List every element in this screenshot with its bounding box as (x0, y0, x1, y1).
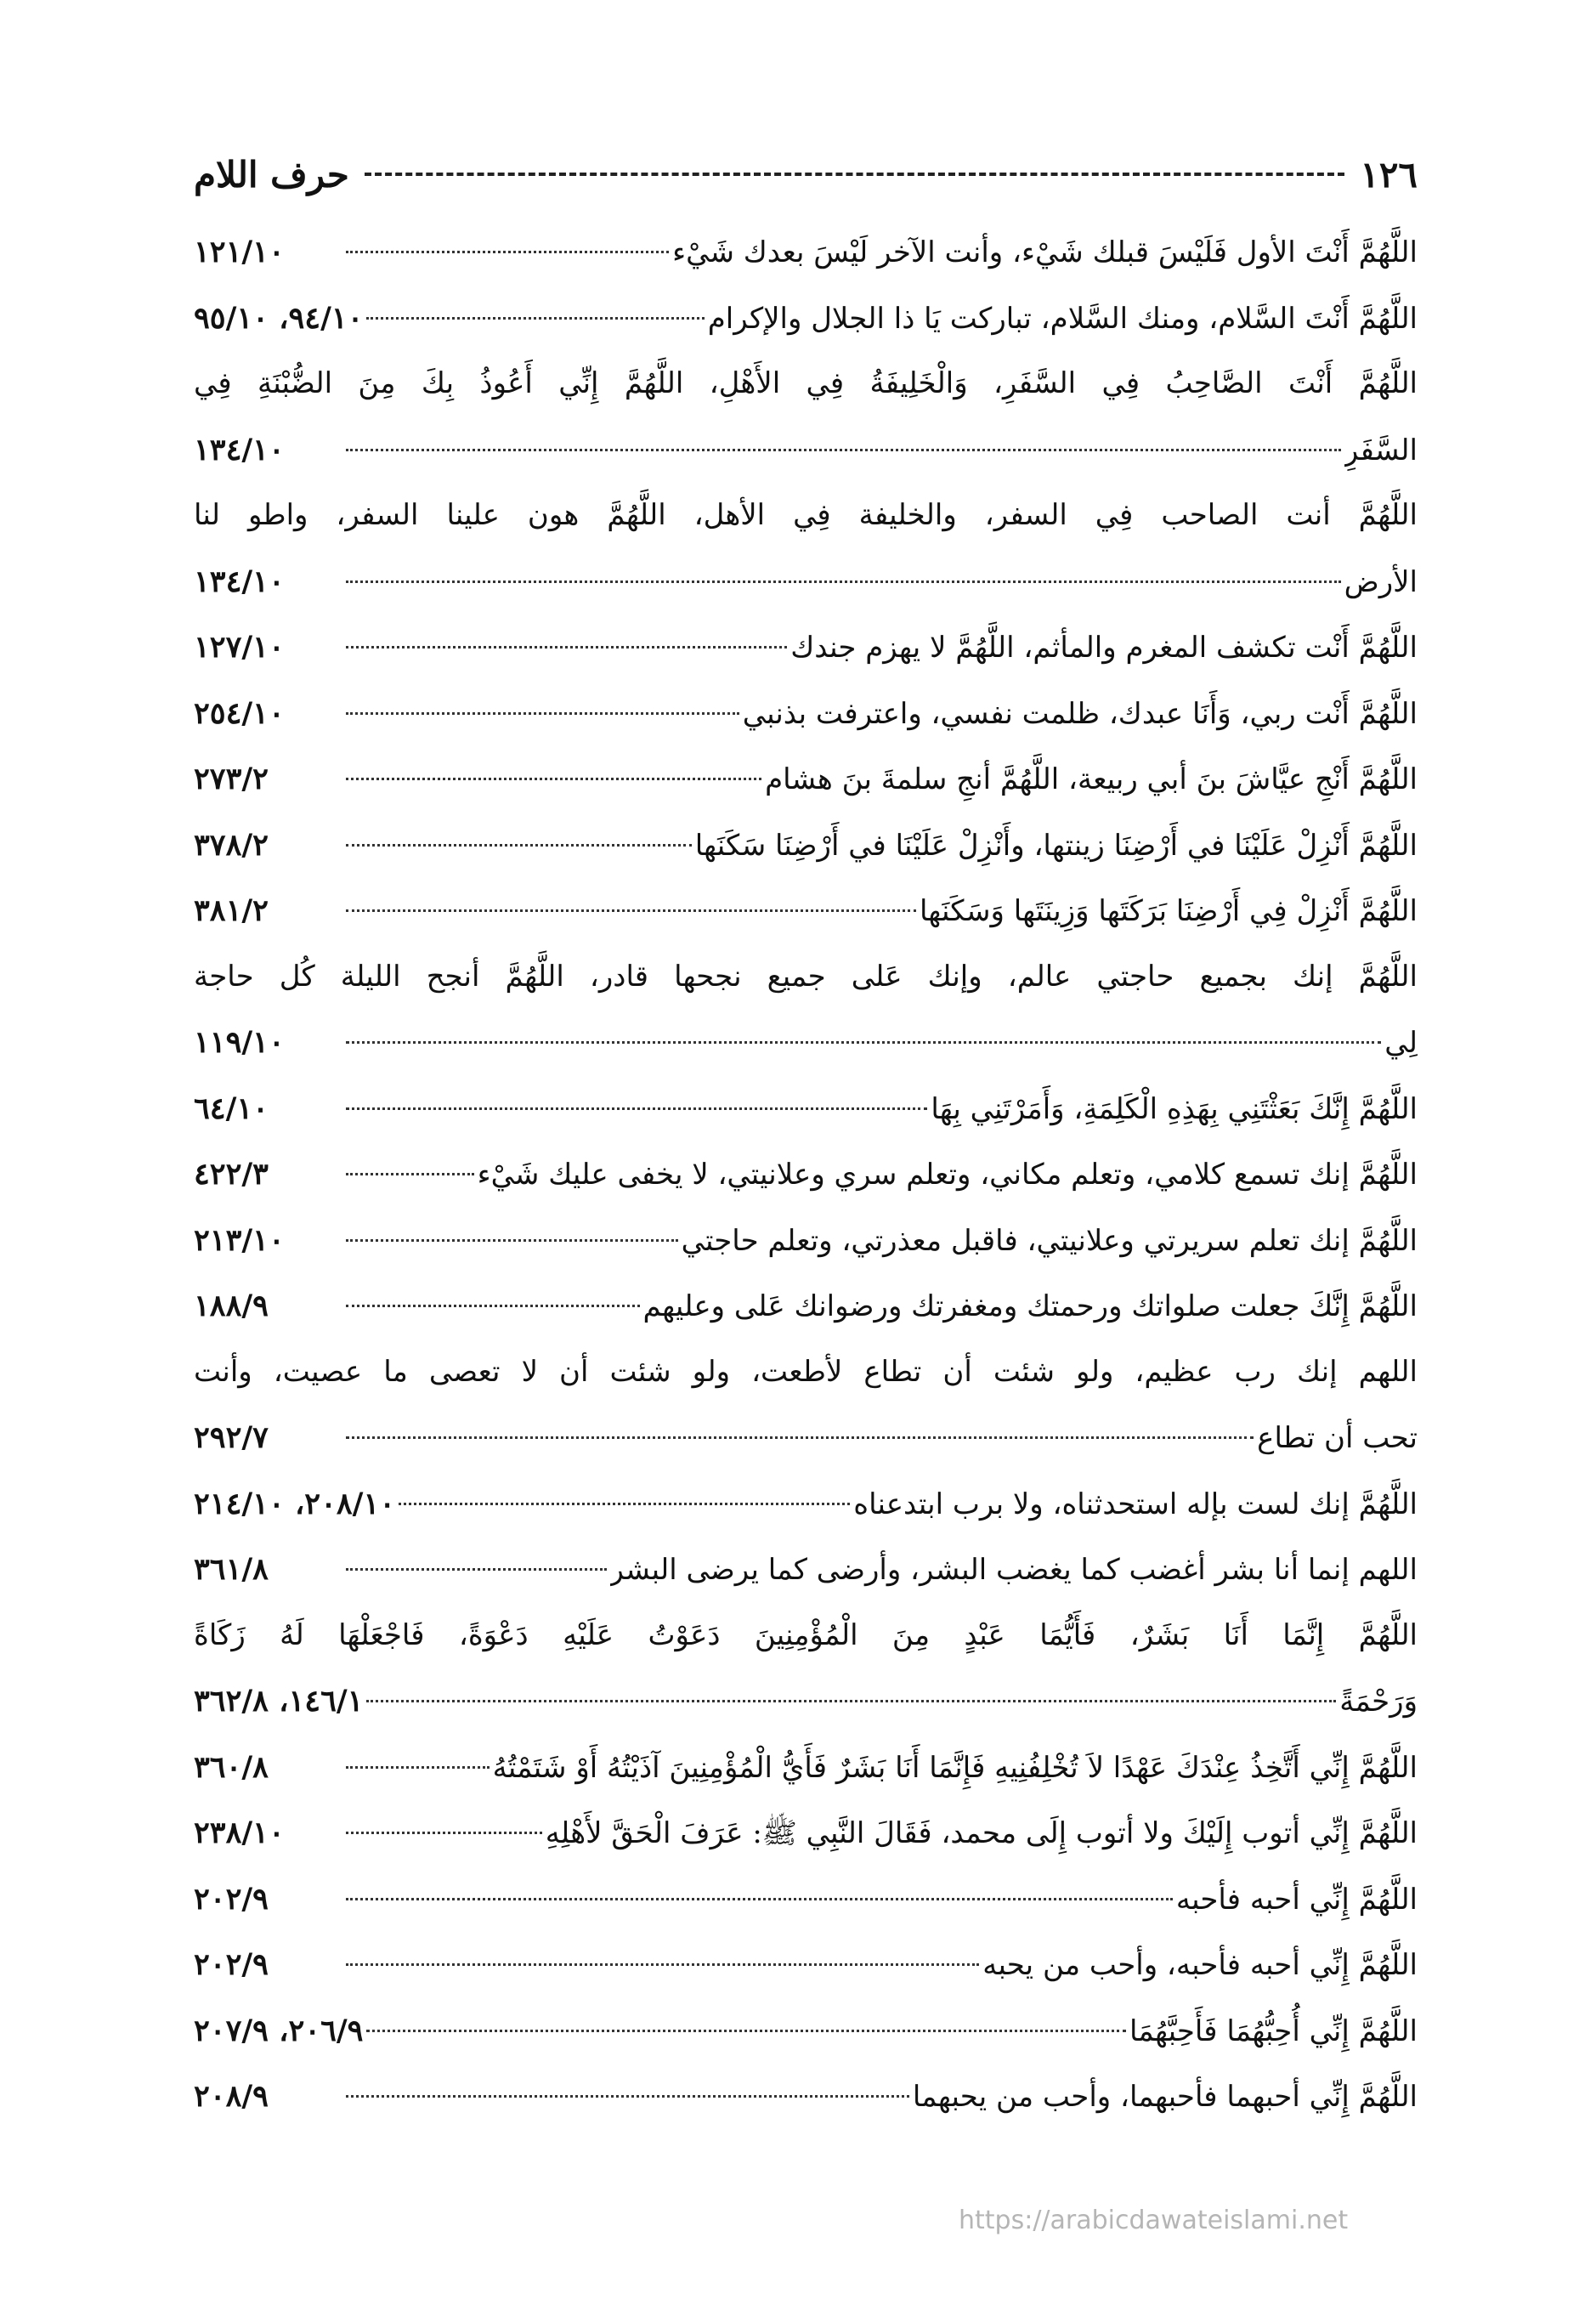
index-entry (194, 219, 1418, 286)
dotted-leader (346, 580, 1341, 583)
entry-text: وَرَحْمَةً (1339, 1685, 1418, 1719)
index-entry (194, 1339, 1418, 1406)
dotted-leader (346, 1173, 474, 1175)
entry-text: اللَّهُمَّ أَنْزِلْ فِي أَرْضِنَا بَرَكَتَها وَزِينَتَها وَسَكَنَها (919, 894, 1418, 928)
entry-reference: ٣٨١/٢ (194, 893, 269, 928)
entry-reference: ١٤٦/١، ٣٦٢/٨ (194, 1684, 364, 1719)
index-entry (194, 1076, 1418, 1142)
index-entry (194, 681, 1418, 747)
entry-reference: ١١٩/١٠ (194, 1025, 285, 1060)
index-entry (194, 351, 1418, 417)
dotted-leader (346, 646, 787, 648)
dotted-leader (346, 1305, 640, 1307)
entry-text: تحب أن تطاع (1257, 1421, 1418, 1455)
entry-text: اللَّهُمَّ أَنْجِ عيَّاشَ بنَ أبي ربيعة، اللَّهُمَّ أنجِ سلمةَ بنَ هشام (765, 762, 1418, 796)
index-entry (194, 1932, 1418, 1998)
dotted-leader (346, 1963, 979, 1966)
entry-reference: ٤٢٢/٣ (194, 1157, 269, 1192)
index-entry (194, 1735, 1418, 1801)
entry-text: اللَّهُمَّ أَنْتَ الأول فَلَيْسَ قبلك شَيْء، وأنت الآخر لَيْسَ بعدك شَيْء (672, 235, 1418, 269)
entry-text: اللَّهُمَّ أَنْت ربي، وَأَنَا عبدك، ظلمت نفسي، واعترفت بذنبي (742, 696, 1418, 731)
entry-text: اللَّهُمَّ إِنِّي أتوب إِلَيْكَ ولا أتوب إِلَى محمد، فَقَالَ النَّبِي ﷺ: عَرَفَ الْحَقَّ لأَهْلِهِ (545, 1816, 1418, 1850)
index-entries (194, 219, 1418, 2130)
entry-text: اللَّهُمَّ إِنِّي أحبهما فأحبهما، وأحب من يحبهما (912, 2080, 1418, 2114)
entry-text: اللَّهُمَّ إِنِّي أَتَّخِذُ عِنْدَكَ عَهْدًا لاَ تُخْلِفُنِيهِ فَإِنَّمَا أَنَا بَشَرٌ فَأَيُّ الْمُؤْمِنِينَ آذَيْتُهُ أَوْ شَتَمْتُهُ (492, 1750, 1418, 1785)
entry-reference: ٢٧٣/٢ (194, 762, 269, 796)
index-entry (194, 1998, 1418, 2064)
dotted-leader (346, 1766, 490, 1769)
index-entry (194, 1800, 1418, 1866)
entry-text: اللَّهُمَّ أَنْزِلْ عَلَيْنَا في أَرْضِنَا زينتها، وأَنْزِلْ عَلَيْنَا في أَرْضِنَا سَكَنَها (694, 828, 1418, 863)
entry-reference: ١٨٨/٩ (194, 1288, 269, 1323)
index-entry (194, 1603, 1418, 1669)
entry-reference: ٢٩٢/٧ (194, 1420, 269, 1455)
index-entry (194, 1141, 1418, 1208)
index-entry (194, 1668, 1418, 1735)
entry-reference: ٢٥٤/١٠ (194, 695, 285, 731)
entry-text: اللَّهُمَّ إِنِّي أحبه فأحبه، وأحب من يحبه (982, 1948, 1418, 1982)
entry-reference: ١٣٤/١٠ (194, 564, 285, 599)
entry-reference: ٣٦٠/٨ (194, 1749, 269, 1785)
page-number: ١٢٦ (1360, 153, 1418, 195)
index-entry (194, 1471, 1418, 1538)
dotted-leader (366, 1700, 1336, 1702)
entry-reference: ٣٧٨/٢ (194, 827, 269, 863)
index-entry (194, 878, 1418, 944)
entry-reference: ٢٠٨/٩ (194, 2079, 269, 2114)
entry-text: اللهم إنك رب عظيم، ولو شئت أن تطاع لأطعت، ولو شئت أن لا تعصى ما عصيت، وأنت (194, 1354, 1418, 1389)
dotted-leader (346, 1107, 927, 1110)
index-entry (194, 1405, 1418, 1471)
entry-text: اللَّهُمَّ إنك لست بإله استحدثناه، ولا برب ابتدعناه (853, 1487, 1418, 1521)
entry-reference: ٢١٣/١٠ (194, 1222, 285, 1258)
index-entry (194, 1010, 1418, 1076)
index-entry (194, 483, 1418, 549)
entry-text: اللَّهُمَّ إنك تسمع كلامي، وتعلم مكاني، وتعلم سري وعلانيتي، لا يخفى عليك شَيْء (477, 1158, 1418, 1192)
index-entry (194, 417, 1418, 484)
entry-text: اللهم إنما أنا بشر أغضب كما يغضب البشر، وأرضى كما يرضى البشر (609, 1553, 1418, 1587)
page (194, 144, 1418, 2130)
entry-reference: ٢٠٢/٩ (194, 1881, 269, 1917)
entry-text: الأرض (1344, 564, 1418, 599)
entry-reference: ٢٠٨/١٠، ٢١٤/١٠ (194, 1486, 396, 1521)
index-entry (194, 1273, 1418, 1339)
dotted-leader (346, 251, 669, 253)
index-entry (194, 549, 1418, 615)
dotted-leader (346, 844, 692, 847)
entry-reference: ١٣٤/١٠ (194, 432, 285, 467)
entry-text: اللَّهُمَّ أَنْتَ الصَّاحِبُ فِي السَّفَرِ، وَالْخَلِيفَةُ فِي الأَهْلِ، اللَّهُمَّ إِنِّي أَعُوذُ بِكَ مِنَ الضُّبْنَةِ فِي (194, 366, 1418, 400)
dotted-leader (366, 317, 704, 320)
chapter-title: حرف اللام (194, 153, 349, 195)
index-entry (194, 1866, 1418, 1933)
dotted-leader (346, 1568, 607, 1571)
header-dashed-rule (365, 173, 1344, 176)
dotted-leader (346, 1239, 678, 1242)
entry-reference: ٢٠٦/٩، ٢٠٧/٩ (194, 2013, 364, 2048)
entry-text: السَّفَرِ (1344, 433, 1418, 467)
index-entry (194, 286, 1418, 352)
index-entry (194, 2064, 1418, 2130)
entry-text: اللَّهُمَّ أَنْت تكشف المغرم والمأثم، اللَّهُمَّ لا يهزم جندك (790, 631, 1418, 665)
index-entry (194, 1537, 1418, 1603)
dotted-leader (366, 2030, 1126, 2032)
entry-text: اللَّهُمَّ إِنَّمَا أَنَا بَشَرٌ، فَأَيُّمَا عَبْدٍ مِنَ الْمُؤْمِنِينَ دَعَوْتُ عَلَيْهِ دَعْوَةً، فَاجْعَلْهَا لَهُ زَكَاةً (194, 1617, 1418, 1652)
entry-reference: ٢٣٨/١٠ (194, 1815, 285, 1850)
dotted-leader (346, 909, 916, 912)
entry-text: اللَّهُمَّ إِنَّكَ بَعَثْتَنِي بِهَذِهِ الْكَلِمَةِ، وَأَمَرْتَنِي بِهَا (931, 1091, 1418, 1126)
entry-text: اللَّهُمَّ أنت الصاحب فِي السفر، والخليفة فِي الأهل، اللَّهُمَّ هون علينا السفر، واطو لنا (194, 498, 1418, 532)
entry-reference: ٩٤/١٠، ٩٥/١٠ (194, 300, 364, 336)
dotted-leader (346, 712, 739, 715)
entry-reference: ٢٠٢/٩ (194, 1947, 269, 1982)
dotted-leader (346, 449, 1341, 451)
index-entry (194, 944, 1418, 1011)
dotted-leader (346, 1898, 1173, 1900)
page-header (194, 144, 1418, 204)
entry-reference: ٣٦١/٨ (194, 1552, 269, 1587)
dotted-leader (346, 1436, 1254, 1439)
dotted-leader (346, 1041, 1381, 1044)
dotted-leader (399, 1503, 850, 1505)
dotted-leader (346, 2095, 909, 2098)
entry-reference: ١٢١/١٠ (194, 235, 285, 269)
watermark-url: https://arabicdawateislami.net (959, 2206, 1349, 2235)
index-entry (194, 813, 1418, 879)
entry-text: اللَّهُمَّ أَنْتَ السَّلام، ومنك السَّلام، تباركت يَا ذا الجلال والإكرام (707, 301, 1418, 336)
entry-reference: ١٢٧/١٠ (194, 630, 285, 665)
dotted-leader (346, 1832, 542, 1834)
index-entry (194, 1208, 1418, 1274)
entry-text: اللَّهُمَّ إِنِّي أحبه فأحبه (1175, 1882, 1418, 1917)
index-entry (194, 746, 1418, 813)
entry-text: لِي (1384, 1026, 1418, 1060)
entry-text: اللَّهُمَّ إِنَّكَ جعلت صلواتك ورحمتك ومغفرتك ورضوانك عَلى وعليهم (642, 1289, 1418, 1323)
entry-reference: ٦٤/١٠ (194, 1090, 269, 1126)
index-entry (194, 614, 1418, 681)
entry-text: اللَّهُمَّ إنك تعلم سريرتي وعلانيتي، فاقبل معذرتي، وتعلم حاجتي (681, 1223, 1418, 1258)
entry-text: اللَّهُمَّ إِنِّي أُحِبُّهُمَا فَأَحِبَّهُمَا (1129, 2013, 1418, 2048)
entry-text: اللَّهُمَّ إنك بجميع حاجتي عالم، وإنك عَلى جميع نجحها قادر، اللَّهُمَّ أنجح الليلة كُل حاجة (194, 959, 1418, 994)
dotted-leader (346, 778, 761, 780)
